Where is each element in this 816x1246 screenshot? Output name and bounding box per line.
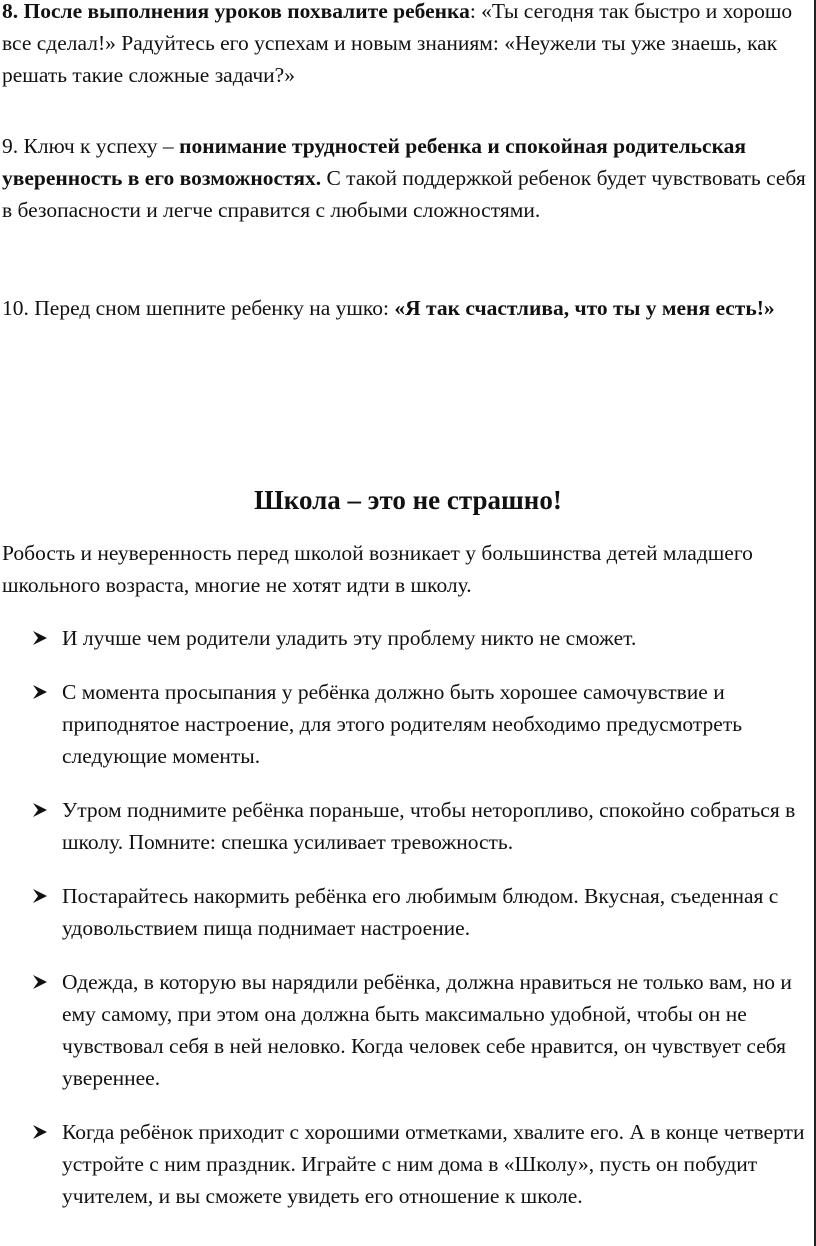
arrowhead-bullet-icon <box>32 630 48 646</box>
arrowhead-bullet-icon <box>32 888 48 904</box>
section-title: Школа – это не страшно! <box>254 485 562 515</box>
list-item <box>0 794 812 858</box>
paragraph-8-bold: 8. После выполнения уроков похвалите ребенка <box>2 0 470 23</box>
bullet-list <box>0 622 812 1234</box>
paragraph-9-bold: понимание трудностей ребенка и спокойная родительская уверенность в его возможностях. <box>2 134 747 190</box>
paragraph-9-lead: 9. Ключ к успеху – <box>2 134 180 158</box>
list-item <box>0 1116 812 1212</box>
intro-paragraph: Робость и неуверенность перед школой возникает у большинства детей младшего школьного возраста, многие не хотят идти в школу. <box>2 541 753 597</box>
paragraph-10 <box>2 292 808 324</box>
arrowhead-bullet-icon <box>32 802 48 818</box>
list-item-text: Утром поднимите ребёнка пораньше, чтобы неторопливо, спокойно собраться в школу. Помните: спешка усиливает тревожность. <box>62 798 796 854</box>
list-item-text: И лучше чем родители уладить эту проблему никто не сможет. <box>62 626 637 650</box>
list-item-text: С момента просыпания у ребёнка должно быть хорошее самочувствие и приподнятое настроение, для этого родителям необходимо предусмотреть следующие моменты. <box>62 680 743 768</box>
paragraph-9-text: С такой поддержкой ребенок будет чувствовать себя в безопасности и легче справится с любыми сложностями. <box>2 166 806 222</box>
list-item <box>0 966 812 1094</box>
arrowhead-bullet-icon <box>32 974 48 990</box>
paragraph-8 <box>2 0 808 91</box>
paragraph-9 <box>2 130 808 226</box>
list-item <box>0 676 812 772</box>
list-item-text: Одежда, в которую вы нарядили ребёнка, должна нравиться не только вам, но и ему самому, при этом она должна быть максимально удобной, чтобы он не чувствовал себя в ней неловко. Когда человек себе нравится, он чувствует себя увереннее. <box>62 970 792 1090</box>
arrowhead-bullet-icon <box>32 1124 48 1140</box>
list-item-text: Когда ребёнок приходит с хорошими отметками, хвалите его. А в конце четверти устройте с ним праздник. Играйте с ним дома в «Школу», пусть он побудит учителем, и вы сможете увидеть его отношение к школе. <box>62 1120 805 1208</box>
list-item-text: Постарайтесь накормить ребёнка его любимым блюдом. Вкусная, съеденная с удовольствием пища поднимает настроение. <box>62 884 779 940</box>
list-item <box>0 880 812 944</box>
arrowhead-bullet-icon <box>32 684 48 700</box>
paragraph-8-text: : «Ты сегодня так быстро и хорошо все сделал!» Радуйтесь его успехам и новым знаниям: «Неужели ты уже знаешь, как решать такие сложные задачи?» <box>2 0 793 87</box>
paragraph-10-lead: 10. Перед сном шепните ребенку на ушко: <box>2 296 395 320</box>
list-item <box>0 622 812 654</box>
paragraph-10-bold: «Я так счастлива, что ты у меня есть!» <box>394 296 775 320</box>
